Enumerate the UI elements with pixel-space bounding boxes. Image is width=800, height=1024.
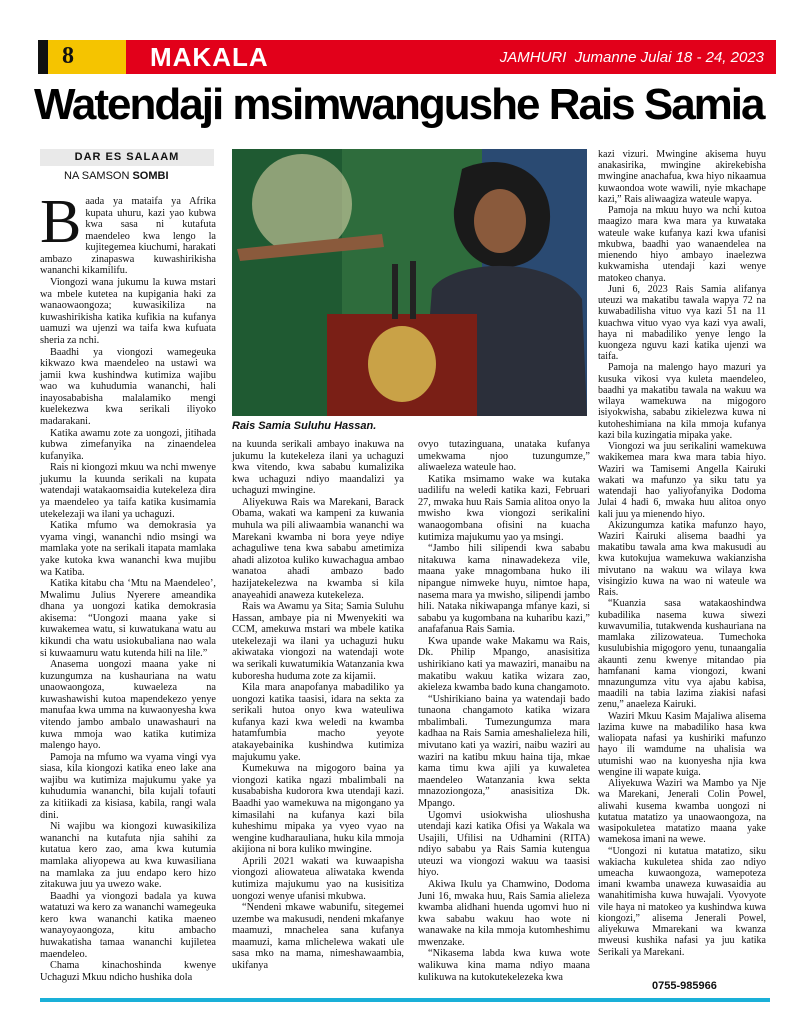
article-paragraph: Viongozi wana jukumu la kuwa mstari wa mbele kutetea na kupigania haki za wanaowaongoza; kuwasikiliza na kuwashirikisha katika kufikia na kufanya uamuzi wa ujenzi wa taifa kwa kufuata sheria za nchi.	[40, 277, 216, 346]
article-paragraph: Chama kinachoshinda kwenye Uchaguzi Mkuu ndicho hushika dola	[40, 960, 216, 983]
issue-date: Jumanne Julai 18 - 24, 2023	[574, 49, 764, 66]
article-paragraph: Waziri Mkuu Kasim Majaliwa alisema lazima kuwe na mabadiliko hasa kwa waliopata nafasi ya kushiriki mafunzo hayo ili wamdume na uhalisia wa utumishi wao na kuonyesha njia kwa wengine ili wapate kuiga.	[598, 710, 766, 778]
article-paragraph: Ni wajibu wa kiongozi kuwasikiliza wananchi na kutafuta njia sahihi za kutatua kero zao, ama kwa kutumia mamlaka aliyopewa au kwa kuwasiliana na mamlaka za juu endapo kero hizo zitakuwa juu ya uwezo wake.	[40, 821, 216, 891]
article-paragraph: Kwa upande wake Makamu wa Rais, Dk. Philip Mpango, anasisitiza ushirikiano kati ya mawaziri, manaibu na makatibu wakuu katika wizara zao, akieleza kwamba bado kuna changamoto.	[418, 635, 590, 694]
article-paragraph: “Kuanzia sasa watakaoshindwa kubadilika nasema kuwa siwezi kuwavumilia, tutakwenda kushauriana na mamlaka zilizowateua. Tumechoka kusulubishia migogoro yenu, tunaangalia akaunti zenu kwenye mitandao pia hamfanani kama viongozi, kwani mnazungumza vitu vya ajabu kabisa, maadili na tabia lazima ziakisi nafasi zenu,” anaeleza Kairuki.	[598, 598, 766, 711]
article-photo	[232, 149, 587, 416]
article-column-2	[232, 439, 404, 972]
footer-rule	[40, 998, 770, 1002]
article-paragraph: Pamoja na mkuu huyo wa nchi kutoa maagizo mara kwa mara ya kuwataka wateule wake kufanya kazi kwa ufanisi mkubwa, baadhi yao wanaendelea na mienendo hiyo ambayo inaelezwa kukwamisha utendaji kazi wenye matokeo chanya.	[598, 205, 766, 284]
headline: Watendaji msimwangushe Rais Samia	[34, 80, 764, 129]
article-paragraph: Katika kitabu cha ‘Mtu na Maendeleo’, Mwalimu Julius Nyerere ameandika dhana ya uongozi katika demokrasia akisema: “Uongozi maana yake si kuwakemea watu, si kuwatukana watu au kikundi cha watu usiokubaliana nao wala si kuwaamuru watu kutenda hili na lile.”	[40, 578, 216, 659]
article-paragraph: Anasema uongozi maana yake ni kuzungumza na kushauriana na watu unaowaongoza, kuwaeleza na kuwashawishi kutoa mapendekezo yenye manufaa kwa umma na kuwaonyesha kwa vitendo jambo ambalo unawashauri na kuwa mmoja wao katika kutimiza malengo hayo.	[40, 659, 216, 752]
article-paragraph: kazi vizuri. Mwingine akisema huyu anakasirika, mwingine akirekebisha mwingine anachafua, kwa hiyo nikaamua kuwaondoa wote wawili, nyie mkachape kazi,” Rais aliwaagiza wateule wapya.	[598, 149, 766, 205]
section-title: MAKALA	[150, 42, 269, 72]
article-paragraph: Aliyekuwa Rais wa Marekani, Barack Obama, wakati wa kampeni za kuwania muhula wa pili aliwaambia wananchi wa Marekani kwamba ni bora yeye ndiye achaguliwe tena kwa sababu ametimiza ahadi alizotoa kuliko kuwachagua ambao wanatoa ahadi ambazo bado hazijatekelezwa na kwamba si kila anayeahidi anaweza kutekeleza.	[232, 496, 404, 601]
header-yellow-block	[38, 40, 126, 74]
byline	[64, 170, 169, 182]
article-paragraph: Rais ni kiongozi mkuu wa nchi mwenye jukumu la kuunda serikali na kupata watendaji watakaomsaidia kutekeleza dira ya maendeleo ya taifa katika kusimamia utekelezaji wa ilani ya uchaguzi.	[40, 462, 216, 520]
publication-name: JAMHURI	[499, 49, 567, 66]
paragraph-text: aada ya mataifa ya Afrika kupata uhuru, kazi yao kubwa kwa sasa ni kutafuta maendeleo kwa lengo la kujitegemea kiuchumi, harakati ambazo zinapaswa kuwashirikisha wananchi kikamilifu.	[40, 196, 216, 277]
header-black-stripe	[38, 40, 48, 74]
article-paragraph: Baadhi ya viongozi badala ya kuwa watatuzi wa kero za wananchi wamegeuka kero kwa wananchi katika maeneo wanayoyaongoza, kitu ambacho huwakatisha tamaa wananchi kujiletea maendeleo.	[40, 890, 216, 960]
article-paragraph	[40, 188, 216, 277]
article-paragraph: Katika msimamo wake wa kutaka uadilifu na weledi katika kazi, Februari 27, mwaka huu Rais Samia alitoa onyo la mwisho kwa viongozi serikalini wanaogombana ofisini na kuacha kutimiza majukumu yao ya msingi.	[418, 473, 590, 543]
article-paragraph: Katika awamu zote za uongozi, jitihada kubwa zimefanyika na zinaendelea kufanyika.	[40, 427, 216, 462]
issue-info	[500, 49, 764, 66]
article-paragraph: “Uongozi ni kutatua matatizo, siku wakiacha kukuletea shida zao ndiyo umeacha kuwaongoza, wamepoteza imani kwamba unaweza kuwasaidia au wanahitimisha kuwa huwajali. Vyovyote vile haya ni matokeo ya kushindwa kuwa kiongozi,” alisema Jenerali Powel, aliyekuwa Mmarekani wa kwanza mweusi kushika nafasi ya juu katika Serikali ya Marekani.	[598, 845, 766, 958]
article-paragraph: Kila mara anapofanya mabadiliko ya uongozi katika taasisi, idara na sekta za serikali hutoa onyo kwa wateuliwa kufanya kazi kwa weledi na kwamba hatamfumbia macho yeyote atakayebainika kushindwa kutimiza majukumu yake.	[232, 682, 404, 763]
article-paragraph: Akiwa Ikulu ya Chamwino, Dodoma Juni 16, mwaka huu, Rais Samia alieleza kwamba alidhani huenda ugomvi huo ni kwa sababu wakuu hao wote ni wanawake na kila mmoja kutomheshimu mwenzake.	[418, 878, 590, 948]
article-column-4	[598, 149, 766, 958]
article-paragraph: “Ushirikiano baina ya watendaji bado tunaona changamoto katika wizara mbalimbali. Tumezungumza mara kadhaa na Rais Samia ameshalieleza hili, mivutano kati ya waziri, naibu waziri au waziri na katibu mkuu haina tija, mkae kama timu kwa ajili ya kuwaletea maendeleo Watanzania kwa sekta mnazoziongoza,” anasisitiza Dk. Mpango.	[418, 693, 590, 809]
contact-phone: 0755-985966	[652, 980, 717, 992]
photo-caption: Rais Samia Suluhu Hassan.	[232, 420, 377, 432]
article-paragraph: ovyo tutazinguana, unataka kufanya umekwama njoo tuzungumze,” aliwaeleza wateule hao.	[418, 439, 590, 474]
article-paragraph: Aprili 2021 wakati wa kuwaapisha viongozi aliowateua aliwataka kwenda kutimiza majukumu yao na kusisitiza uongozi wenye ufanisi mkubwa.	[232, 855, 404, 902]
article-paragraph: Pamoja na mfumo wa vyama vingi vya siasa, kila kiongozi katika eneo lake ana wajibu wa kutimiza majukumu yake ya kuhudumia wananchi, bila kujali tofauti za kitiikadi za kisiasa, kabila, rangi wala dini.	[40, 751, 216, 821]
article-paragraph: “Nikasema labda kwa kuwa wote walikuwa kina mama ndiyo maana kulikuwa na kutokutekelezeka kwa	[418, 948, 590, 983]
photo-illustration	[232, 149, 587, 416]
dateline: DAR ES SALAAM	[40, 149, 214, 166]
page-header	[38, 40, 776, 74]
byline-name: SOMBI	[132, 170, 169, 182]
article-paragraph: “Nendeni mkawe wabunifu, sitegemei uzembe wa makusudi, nendeni mkafanye maamuzi, mnachelea sana kufanya maamuzi, kama mlichelewa wakati ule sasa mko na mama, nimeshawaambia, ukifanya	[232, 902, 404, 972]
article-paragraph: Aliyekuwa Waziri wa Mambo ya Nje wa Marekani, Jenerali Colin Powel, aliwahi kusema kwamba uongozi ni kutatua matatizo ya unaowaongoza, na wasipokuletea matatizo maana yake wamekosa imani na wewe.	[598, 778, 766, 846]
drop-cap: B	[40, 188, 82, 256]
article-paragraph: Ugomvi usiokwisha ulioshusha utendaji kazi katika Ofisi ya Wakala wa Usajili, Ufilisi na Udhamini (RITA) ndiyo sababu ya Rais Samia kutengua uteuzi wa viongozi wakuu wa taasisi hiyo.	[418, 809, 590, 879]
article-paragraph: Juni 6, 2023 Rais Samia alifanya uteuzi wa makatibu tawala wapya 72 na kuwabadilisha vituo vya kazi 51 na 11 kuachwa vituo vyao vya kazi vya awali, haya ni mabadiliko yenye lengo la kuongeza nguvu kazi katika ujenzi wa taifa.	[598, 283, 766, 363]
article-paragraph: Viongozi wa juu serikalini wamekuwa wakikemea mara kwa mara tabia hiyo. Waziri wa Tamisemi Angella Kairuki wakati wa mafunzo ya siku tatu ya watendaji hao yaliyofanyika Dodoma Julai 4 hadi 6, mwaka huu alitoa onyo kali juu ya mienendo hiyo.	[598, 441, 766, 520]
article-column-3	[418, 439, 590, 983]
article-column-1	[40, 188, 216, 983]
page-number: 8	[62, 43, 74, 69]
article-paragraph: Kumekuwa na migogoro baina ya viongozi katika ngazi mbalimbali na kusababisha kudorora kwa utendaji kazi. Baadhi yao wamekuwa na migongano ya kimasilahi na kufanya kazi bila kuheshimu mipaka ya vyeo vyao na wengine kudharauliana, huku kila mmoja akijiona ni bora kuliko mwingine.	[232, 763, 404, 856]
article-paragraph: Pamoja na malengo hayo mazuri ya kusuka vikosi vya kuleta maendeleo, baadhi ya makatibu tawala na wakuu wa wilaya wamekuwa na migogoro isiyokwisha, sababu zikielezwa kuwa ni kutoheshimiana na kila mmoja kufanya kazi bila kuzingatia mipaka yake.	[598, 362, 766, 441]
article-paragraph: na kuunda serikali ambayo inakuwa na jukumu la kutekeleza ilani ya uchaguzi kwa vitendo, kwa sababu kumalizika kwa uchaguzi ndiyo maandalizi ya uchaguzi mwingine.	[232, 439, 404, 497]
byline-prefix: NA SAMSON	[64, 170, 130, 182]
article-paragraph: Baadhi ya viongozi wamegeuka kikwazo kwa maendeleo na ustawi wa jamii kwa kushindwa kutimiza wajibu wao wa kuhudumia wananchi, hali inayosababisha malalamiko mengi kuelekezwa kwa serikali iliyoko madarakani.	[40, 346, 216, 427]
article-paragraph: “Jambo hili silipendi kwa sababu nitakuwa kama ninawadekeza vile, maana yake mnagombana huko ili nipangue nimweke huyu, nimtoe hapa, nasema mara ya mwisho, silipendi jambo hili. Nataka nikiwapanga mfanye kazi, si sababu ya kugombana na kuharibu kazi,” anafafanua Rais Samia.	[418, 543, 590, 636]
article-paragraph: Rais wa Awamu ya Sita; Samia Suluhu Hassan, ambaye pia ni Mwenyekiti wa CCM, amekuwa mstari wa mbele katika utekelezaji wa ilani ya uchaguzi huku akiwataka viongozi na watendaji wote wa serikali kuwatumikia Watanzania kwa kuboresha huduma zote za kijamii.	[232, 601, 404, 682]
article-paragraph: Katika mfumo wa demokrasia ya vyama vingi, wananchi ndio msingi wa mamlaka yote na serikali itapata mamlaka yake kutoka kwa wananchi kwa mujibu wa Katiba.	[40, 520, 216, 578]
article-paragraph: Akizungumza katika mafunzo hayo, Waziri Kairuki alisema baadhi ya makatibu tawala ama kwa makusudi au kwa kutokujua wamekuwa wakianzisha mivutano na wakuu wa wilaya kwa visingizio kuwa na wao ni wateule wa Rais.	[598, 519, 766, 599]
